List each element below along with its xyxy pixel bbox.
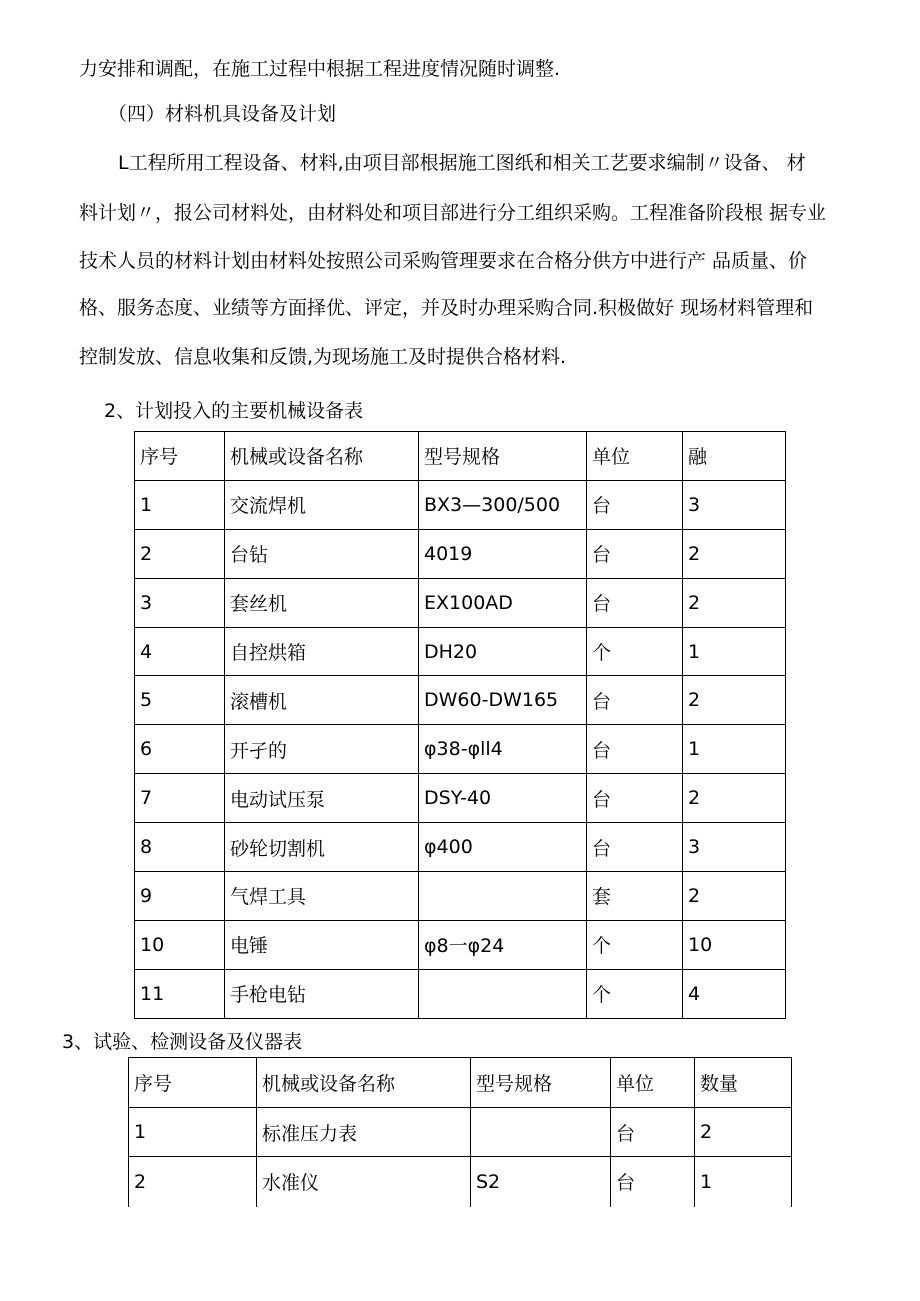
table-cell: 台 — [611, 1157, 695, 1207]
table-row — [129, 1107, 792, 1157]
table-row — [135, 529, 786, 578]
table-cell: BX3—300/500 — [419, 480, 587, 529]
table-row — [135, 480, 786, 529]
table-cell: 台 — [611, 1107, 695, 1157]
table-cell: 台 — [587, 529, 683, 578]
table-cell: 2 — [695, 1107, 792, 1157]
table-cell: EX100AD — [419, 578, 587, 627]
table-cell: 2 — [683, 872, 786, 921]
table-cell: 个 — [587, 920, 683, 969]
header-cell: 单位 — [587, 432, 683, 481]
table-cell: 2 — [683, 676, 786, 725]
table-cell: 气焊工具 — [225, 872, 419, 921]
table-cell: 1 — [135, 480, 225, 529]
table-cell: 10 — [683, 920, 786, 969]
table-cell: 自控烘箱 — [225, 627, 419, 676]
table-row — [135, 774, 786, 823]
table-cell: 电动试压泵 — [225, 774, 419, 823]
machinery-equipment-table — [134, 431, 786, 1019]
table-cell: 1 — [129, 1107, 257, 1157]
table-cell: 11 — [135, 969, 225, 1018]
table-cell: 台 — [587, 578, 683, 627]
table-cell: φ38-φll4 — [419, 725, 587, 774]
table-cell: 台 — [587, 676, 683, 725]
table-cell: 交流焊机 — [225, 480, 419, 529]
table-cell: DH20 — [419, 627, 587, 676]
table-cell: 5 — [135, 676, 225, 725]
table-cell: 水准仪 — [257, 1157, 471, 1207]
table-header-row — [135, 432, 786, 481]
table-cell: DW60-DW165 — [419, 676, 587, 725]
header-cell: 数量 — [695, 1058, 792, 1108]
section-heading-materials: （四）材料机具设备及计划 — [108, 103, 337, 125]
table-cell: 3 — [135, 578, 225, 627]
paragraph-line: L工程所用工程设备、材料,由项目部根据施工图纸和相关工艺要求编制〃设备、 材 — [118, 152, 806, 174]
header-cell: 机械或设备名称 — [257, 1058, 471, 1108]
table-row — [129, 1157, 792, 1207]
table-cell: 4 — [683, 969, 786, 1018]
table-cell: 10 — [135, 920, 225, 969]
table2-title: 3、试验、检测设备及仪器表 — [62, 1031, 303, 1053]
table-cell: φ400 — [419, 823, 587, 872]
table-cell: 台 — [587, 823, 683, 872]
table-cell: 4019 — [419, 529, 587, 578]
table-row — [135, 725, 786, 774]
header-cell: 序号 — [129, 1058, 257, 1108]
testing-instruments-table — [128, 1057, 792, 1207]
text-line-continuation: 力安排和调配，在施工过程中根据工程进度情况随时调整. — [79, 58, 561, 80]
table-cell: S2 — [471, 1157, 611, 1207]
table-cell — [471, 1107, 611, 1157]
table-cell: 个 — [587, 969, 683, 1018]
table-cell: 个 — [587, 627, 683, 676]
table-row — [135, 920, 786, 969]
table-cell: 2 — [683, 578, 786, 627]
table-cell: 3 — [683, 480, 786, 529]
header-cell: 融 — [683, 432, 786, 481]
header-cell: 机械或设备名称 — [225, 432, 419, 481]
header-cell: 型号规格 — [471, 1058, 611, 1108]
table-cell: 9 — [135, 872, 225, 921]
header-cell: 型号规格 — [419, 432, 587, 481]
table-row — [135, 627, 786, 676]
table-cell: 2 — [683, 774, 786, 823]
table-cell: 2 — [683, 529, 786, 578]
table-cell — [419, 872, 587, 921]
table-cell — [419, 969, 587, 1018]
table-cell: φ8一φ24 — [419, 920, 587, 969]
table-cell: 手枪电钻 — [225, 969, 419, 1018]
table-cell: 1 — [683, 725, 786, 774]
table-cell: 8 — [135, 823, 225, 872]
paragraph-line: 料计划〃，报公司材料处，由材料处和项目部进行分工组织采购。工程准备阶段根 据专业 — [79, 202, 827, 224]
table-cell: 台钻 — [225, 529, 419, 578]
table-cell: 电锤 — [225, 920, 419, 969]
header-cell: 单位 — [611, 1058, 695, 1108]
table-cell: 2 — [135, 529, 225, 578]
table-row — [135, 872, 786, 921]
table-row — [135, 578, 786, 627]
table-cell: 台 — [587, 725, 683, 774]
table-cell: 1 — [683, 627, 786, 676]
table-cell: 6 — [135, 725, 225, 774]
table-row — [135, 676, 786, 725]
table-cell: 滚槽机 — [225, 676, 419, 725]
table-cell: 套 — [587, 872, 683, 921]
table-cell: 3 — [683, 823, 786, 872]
table-cell: 标准压力表 — [257, 1107, 471, 1157]
table-row — [135, 969, 786, 1018]
table-cell: 7 — [135, 774, 225, 823]
table-cell: 2 — [129, 1157, 257, 1207]
table-cell: 台 — [587, 774, 683, 823]
table1-title: 2、计划投入的主要机械设备表 — [104, 400, 364, 422]
table-header-row — [129, 1058, 792, 1108]
table-cell: 套丝机 — [225, 578, 419, 627]
table-row — [135, 823, 786, 872]
paragraph-line: 控制发放、信息收集和反馈,为现场施工及时提供合格材料. — [79, 346, 567, 368]
table-cell: 开孑的 — [225, 725, 419, 774]
table-cell: DSY-40 — [419, 774, 587, 823]
header-cell: 序号 — [135, 432, 225, 481]
table-cell: 1 — [695, 1157, 792, 1207]
table-cell: 4 — [135, 627, 225, 676]
paragraph-line: 格、服务态度、业绩等方面择优、评定，并及时办理采购合同.积极做好 现场材料管理和 — [79, 297, 814, 319]
paragraph-line: 技术人员的材料计划由材料处按照公司采购管理要求在合格分供方中进行产 品质量、价 — [79, 250, 808, 272]
table-cell: 台 — [587, 480, 683, 529]
table-cell: 砂轮切割机 — [225, 823, 419, 872]
